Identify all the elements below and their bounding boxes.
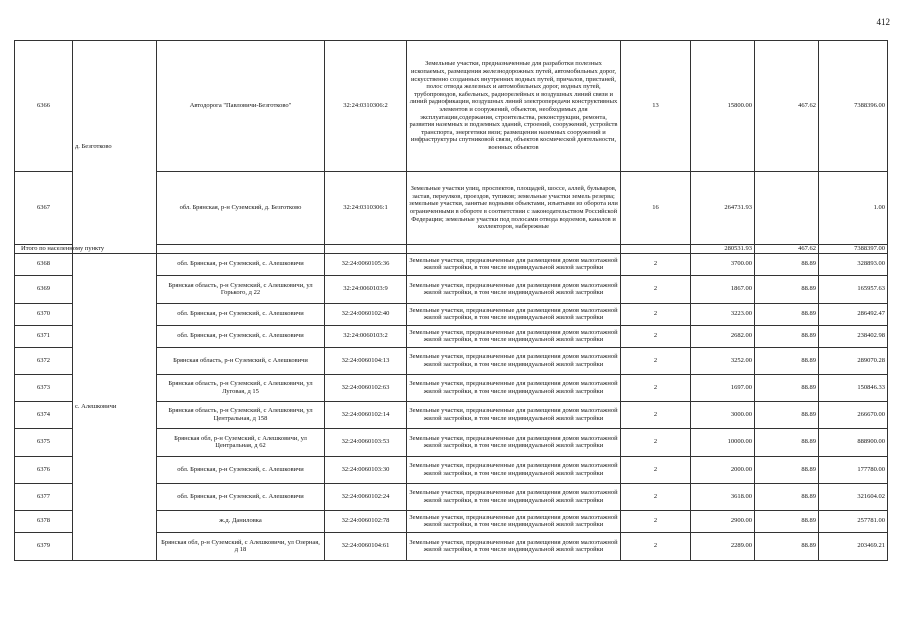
rate-value: 88.89 — [755, 303, 819, 325]
rate-value: 88.89 — [755, 347, 819, 374]
row-number: 6376 — [15, 456, 73, 483]
rate-value: 88.89 — [755, 428, 819, 456]
address-cell: Брянская обл, р-н Суземский, с Алешковичи, ул Озерная, д 18 — [157, 532, 325, 560]
cadastral-number: 32:24:0060102:14 — [325, 401, 407, 428]
permitted-use: Земельные участки, предназначенные для размещения домов малоэтажной жилой застройки, в том числе индивидуальной жилой застройки — [407, 374, 621, 401]
cadastral-number: 32:24:0060104:61 — [325, 532, 407, 560]
category-code: 2 — [621, 456, 691, 483]
row-number: 6367 — [15, 172, 73, 245]
row-number: 6369 — [15, 275, 73, 303]
cadastral-number: 32:24:0060104:13 — [325, 347, 407, 374]
row-number: 6378 — [15, 510, 73, 532]
address-cell: обл. Брянская, р-н Суземский, с. Алешковичи — [157, 456, 325, 483]
area-value: 10000.00 — [691, 428, 755, 456]
permitted-use: Земельные участки, предназначенные для размещения домов малоэтажной жилой застройки, в том числе индивидуальной жилой застройки — [407, 303, 621, 325]
category-code: 2 — [621, 325, 691, 347]
locality-total-row — [15, 245, 888, 254]
locality-name: д. Безготково — [73, 41, 157, 254]
category-code: 2 — [621, 532, 691, 560]
total-label: Итого по населенному пункту — [15, 245, 325, 254]
cadastral-cost: 328893.00 — [819, 253, 888, 275]
cadastral-number: 32:24:0060102:78 — [325, 510, 407, 532]
address-cell: Брянская область, р-н Суземский, с Алешковичи, ул Луговая, д 15 — [157, 374, 325, 401]
permitted-use: Земельные участки, предназначенные для размещения домов малоэтажной жилой застройки, в том числе индивидуальной жилой застройки — [407, 428, 621, 456]
rate-value: 88.89 — [755, 325, 819, 347]
area-value: 3618.00 — [691, 483, 755, 510]
address-cell: ж.д. Даниловка — [157, 510, 325, 532]
address-cell: обл. Брянская, р-н Суземский, с. Алешковичи — [157, 253, 325, 275]
row-number: 6373 — [15, 374, 73, 401]
area-value: 2289.00 — [691, 532, 755, 560]
total-rate: 467.62 — [755, 245, 819, 254]
category-code: 2 — [621, 275, 691, 303]
row-number: 6370 — [15, 303, 73, 325]
address-cell: обл. Брянская, р-н Суземский, д. Безготково — [157, 172, 325, 245]
cadastral-cost: 257781.00 — [819, 510, 888, 532]
area-value: 3000.00 — [691, 401, 755, 428]
rate-value — [755, 172, 819, 245]
category-code: 13 — [621, 41, 691, 172]
area-value: 2900.00 — [691, 510, 755, 532]
table-row — [15, 41, 888, 172]
area-value: 3223.00 — [691, 303, 755, 325]
area-value: 1867.00 — [691, 275, 755, 303]
permitted-use: Земельные участки, предназначенные для размещения домов малоэтажной жилой застройки, в том числе индивидуальной жилой застройки — [407, 401, 621, 428]
cadastral-number: 32:24:0060105:36 — [325, 253, 407, 275]
rate-value: 467.62 — [755, 41, 819, 172]
address-cell: Автодорога "Павловичи-Безготково" — [157, 41, 325, 172]
cadastral-number: 32:24:0060103:30 — [325, 456, 407, 483]
area-value: 15800.00 — [691, 41, 755, 172]
cadastral-cost: 150846.33 — [819, 374, 888, 401]
permitted-use: Земельные участки, предназначенные для размещения домов малоэтажной жилой застройки, в том числе индивидуальной жилой застройки — [407, 483, 621, 510]
area-value: 1697.00 — [691, 374, 755, 401]
cadastral-value-table — [14, 40, 888, 561]
area-value: 2682.00 — [691, 325, 755, 347]
address-cell: Брянская область, р-н Суземский, с Алешковичи, ул Горького, д 22 — [157, 275, 325, 303]
total-cost: 7388397.00 — [819, 245, 888, 254]
cadastral-cost: 7388396.00 — [819, 41, 888, 172]
address-cell: обл. Брянская, р-н Суземский, с. Алешковичи — [157, 483, 325, 510]
cadastral-cost: 289070.28 — [819, 347, 888, 374]
cadastral-cost: 238402.98 — [819, 325, 888, 347]
cadastral-number: 32:24:0060103:53 — [325, 428, 407, 456]
locality-name: с. Алешковичи — [73, 253, 157, 560]
area-value: 264731.93 — [691, 172, 755, 245]
total-area: 280531.93 — [691, 245, 755, 254]
category-code: 2 — [621, 510, 691, 532]
rate-value: 88.89 — [755, 456, 819, 483]
cadastral-number: 32:24:0060102:24 — [325, 483, 407, 510]
address-cell: Брянская обл, р-н Суземский, с Алешковичи, ул Центральная, д 62 — [157, 428, 325, 456]
rate-value: 88.89 — [755, 483, 819, 510]
category-code: 2 — [621, 347, 691, 374]
category-code: 2 — [621, 374, 691, 401]
cadastral-number: 32:24:0060102:63 — [325, 374, 407, 401]
permitted-use: Земельные участки, предназначенные для размещения домов малоэтажной жилой застройки, в том числе индивидуальной жилой застройки — [407, 532, 621, 560]
cadastral-cost: 266670.00 — [819, 401, 888, 428]
cadastral-number: 32:24:0310306:2 — [325, 41, 407, 172]
rate-value: 88.89 — [755, 275, 819, 303]
rate-value: 88.89 — [755, 253, 819, 275]
permitted-use: Земельные участки, предназначенные для размещения домов малоэтажной жилой застройки, в том числе индивидуальной жилой застройки — [407, 325, 621, 347]
address-cell: Брянская область, р-н Суземский, с Алешковичи — [157, 347, 325, 374]
category-code: 2 — [621, 303, 691, 325]
locality-rows — [15, 253, 888, 560]
row-number: 6372 — [15, 347, 73, 374]
permitted-use: Земельные участки, предназначенные для размещения домов малоэтажной жилой застройки, в том числе индивидуальной жилой застройки — [407, 275, 621, 303]
row-number: 6375 — [15, 428, 73, 456]
cadastral-cost: 321604.02 — [819, 483, 888, 510]
permitted-use: Земельные участки, предназначенные для размещения домов малоэтажной жилой застройки, в том числе индивидуальной жилой застройки — [407, 347, 621, 374]
cadastral-number: 32:24:0060103:9 — [325, 275, 407, 303]
cadastral-cost: 203469.21 — [819, 532, 888, 560]
permitted-use: Земельные участки, предназначенные для разработки полезных ископаемых, размещения железнодорожных путей, автомобильных дорог, искусственно созданных внутренних водных путей, причалов, пристаней, полос отвода железных и автомобильных дорог, водных путей, трубопроводов, кабельных, радиорелейных и воздушных линий связи и линий радиофикации, воздушных линий электропередачи конструктивных элементов и сооружений, объектов, необходимых для эксплуатации,содержания, строительства, реконструкции, ремонта, развития наземных и подземных зданий, строений, сооружений, устройств транспорта, энергетики вязи; размещения наземных сооружений и инфраструктуры спутниковой связи, объектов космической деятельности, военных объектов — [407, 41, 621, 172]
row-number: 6371 — [15, 325, 73, 347]
permitted-use: Земельные участки, предназначенные для размещения домов малоэтажной жилой застройки, в том числе индивидуальной жилой застройки — [407, 253, 621, 275]
area-value: 3252.00 — [691, 347, 755, 374]
category-code: 16 — [621, 172, 691, 245]
address-cell: обл. Брянская, р-н Суземский, с. Алешковичи — [157, 303, 325, 325]
category-code: 2 — [621, 483, 691, 510]
category-code: 2 — [621, 428, 691, 456]
table-row — [15, 253, 888, 275]
category-code: 2 — [621, 401, 691, 428]
cadastral-number: 32:24:0060102:40 — [325, 303, 407, 325]
cadastral-number: 32:24:0310306:1 — [325, 172, 407, 245]
row-number: 6374 — [15, 401, 73, 428]
area-value: 2000.00 — [691, 456, 755, 483]
row-number: 6377 — [15, 483, 73, 510]
cadastral-cost: 165957.63 — [819, 275, 888, 303]
row-number: 6379 — [15, 532, 73, 560]
permitted-use: Земельные участки, предназначенные для размещения домов малоэтажной жилой застройки, в том числе индивидуальной жилой застройки — [407, 510, 621, 532]
page-number: 412 — [876, 17, 890, 27]
rate-value: 88.89 — [755, 374, 819, 401]
row-number: 6366 — [15, 41, 73, 172]
cadastral-number: 32:24:0060103:2 — [325, 325, 407, 347]
address-cell: обл. Брянская, р-н Суземский, с. Алешковичи — [157, 325, 325, 347]
rate-value: 88.89 — [755, 510, 819, 532]
permitted-use: Земельные участки, предназначенные для размещения домов малоэтажной жилой застройки, в том числе индивидуальной жилой застройки — [407, 456, 621, 483]
address-cell: Брянская область, р-н Суземский, с Алешковичи, ул Центральная, д 158 — [157, 401, 325, 428]
row-number: 6368 — [15, 253, 73, 275]
cadastral-cost: 286492.47 — [819, 303, 888, 325]
permitted-use: Земельные участки улиц, проспектов, площадей, шоссе, аллей, бульваров, застав, переулков, проездов, тупиков; земельные участки земель резерва; земельные участки, занятые водными объектами, изъятыми из оборота или ограниченными в обороте в соответствии с законодательством Российской Федерации; земельные участки под полосами отвода водоемов, каналов и коллекторов, набережные — [407, 172, 621, 245]
cadastral-cost: 1.00 — [819, 172, 888, 245]
cadastral-cost: 177780.00 — [819, 456, 888, 483]
category-code: 2 — [621, 253, 691, 275]
rate-value: 88.89 — [755, 401, 819, 428]
area-value: 3700.00 — [691, 253, 755, 275]
cadastral-cost: 888900.00 — [819, 428, 888, 456]
rate-value: 88.89 — [755, 532, 819, 560]
